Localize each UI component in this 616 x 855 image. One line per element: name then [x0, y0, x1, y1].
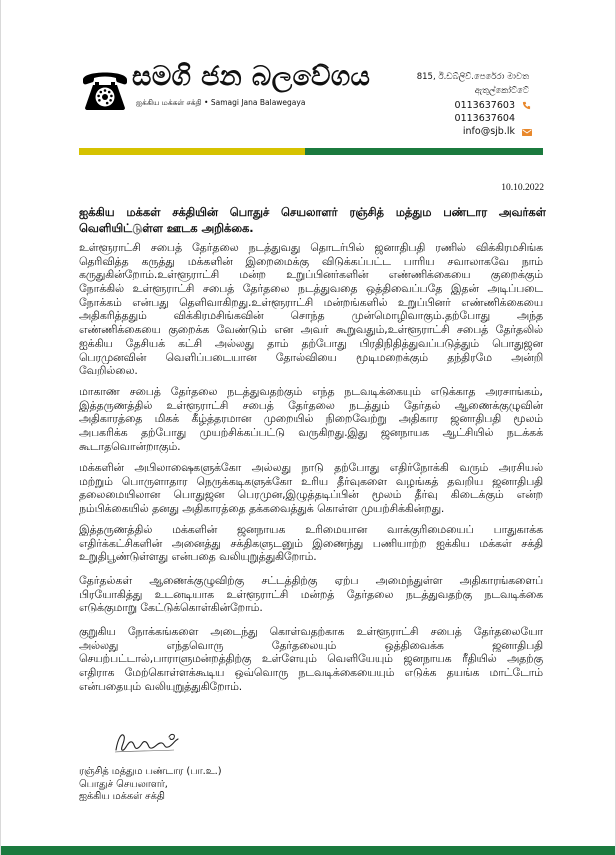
- paragraph-line: தேர்தல்கள் ஆணைக்குழுவிற்கு சட்டத்திற்கு ஏற்ப அமைந்துள்ள அதிகாரங்களைப்: [79, 574, 543, 587]
- email-address: info@sjb.lk: [462, 126, 515, 137]
- paragraph-line: எண்ணிக்கையை குறைக்க வேண்டும் என அவர் கூறுவதும்,உள்ளூராட்சி சபைத் தேர்தலில்: [79, 323, 543, 337]
- signatory-name: ரஞ்சித் மத்தும பண்டார (பா.உ.): [79, 766, 222, 777]
- paragraph-line: நம்பிக்கையில் தனது அதிகாரத்தை தக்கவைத்துக் கொள்ள முயற்சிக்கின்றது.: [79, 502, 445, 516]
- paragraph: [79, 241, 543, 378]
- paragraph-line: ஐக்கிய தேசியக் கட்சி அல்லது தாம் தற்போது பிரதிநிதித்துவப்படுத்தும் பொதுஜன: [79, 336, 543, 350]
- paragraph-line: பிரயோகித்து உடனடியாக உள்ளூராட்சி மன்றத் தேர்தலை நடத்துவதற்கு நடவடிக்கை: [79, 587, 543, 601]
- paragraph-line: அபகரிக்க தற்போது முயற்சிக்கப்பட்டு வருகிறது.இது ஜனநாயக ஆட்சியில் நடக்கக்: [79, 426, 543, 440]
- paragraph-line: குறுகிய நோக்கங்களை அடைந்து கொள்வதற்காக உள்ளூராட்சி சபைத் தேர்தலையோ: [79, 625, 543, 638]
- paragraph-line: நோக்கில் உள்ளூராட்சி சபைத் தேர்தலை நடத்துவதை ஒத்திவைப்பதே இதன் அடிப்படை: [79, 282, 543, 296]
- paragraph-line: செயற்பட்டால்,பாராளுமன்றத்திற்கு உள்ளேயும் வெளியேயும் ஜனநாயக ரீதியில் அதற்கு: [79, 652, 543, 666]
- org-tagline: ஐக்கிய மக்கள் சக்தி • Samagi Jana Balawegaya: [136, 98, 306, 107]
- brand-color-bar: [79, 148, 543, 155]
- paragraph-line: மற்றும் பொருளாதார நெருக்கடிகளுக்கோ உரிய தீர்வுகளை வழங்கத் தவறிய ஜனாதிபதி: [79, 474, 543, 488]
- paragraph-line: எதிராக மேற்கொள்ளக்கூடிய ஒவ்வொரு நடவடிக்கையையும் எடுக்க தயங்க மாட்டோம்: [79, 666, 543, 680]
- paragraph-line: அதிகரித்ததும் விக்கிரமசிங்கவின் சொந்த முன்மொழிவாகும்.தற்போது அந்த: [79, 309, 543, 323]
- signatory-block: [79, 766, 379, 804]
- paragraph-line: அதிகாரத்தை மிகக் கீழ்த்தரமான முறையில் நிறைவேற்று அதிகார ஜனாதிபதி மூலம்: [79, 412, 543, 426]
- paragraph: [79, 523, 543, 564]
- address-line: 815, ඊ.ඩබ්ලිව්.පෙරේරා මාවත: [416, 72, 529, 82]
- org-name: සමගි ජන බලවේගය: [132, 61, 371, 92]
- footer-bar: [1, 846, 616, 855]
- letter-date: 10.10.2022: [501, 183, 544, 193]
- phone-icon: [522, 101, 531, 110]
- paragraph-line: என்பதையும் வலியுறுத்துகிறோம்.: [79, 679, 243, 693]
- rotary-telephone-icon: [80, 65, 130, 111]
- paragraph-line: அல்லது எந்தவொரு தேர்தலையும் ஒத்திவைக்க ஜனாதிபதி: [79, 638, 543, 652]
- paragraph-line: உறுதிபூண்டுள்ளது என்பதை வலியுறுத்துகிறோம்.: [79, 550, 317, 564]
- phone-number: 0113637603: [454, 100, 515, 111]
- envelope-icon: [522, 129, 532, 136]
- paragraph: [79, 461, 543, 516]
- paragraph-line: நோக்கம் என்பது தெளிவாகிறது.உள்ளூராட்சி மன்றங்களில் உறுப்பினர் எண்ணிக்கையை: [79, 295, 543, 309]
- signatory-position: பொதுச் செயலாளர்,: [79, 778, 168, 790]
- title-line: வெளியிட்டுள்ள ஊடக அறிக்கை.: [79, 221, 254, 235]
- paragraph-line: உள்ளூராட்சி சபைத் தேர்தலை நடத்துவது தொடர்பில் ஜனாதிபதி ரணில் விக்கிரமசிங்க: [79, 241, 543, 254]
- paragraph-line: மாகாண சபைத் தேர்தலை நடத்துவதற்கும் எந்த நடவடிக்கையும் எடுக்காத அரசாங்கம்,: [79, 385, 543, 398]
- paragraph: [79, 625, 543, 693]
- paragraph-line: இத்தருணத்தில் மக்களின் ஜனநாயக உரிமையான வாக்குரிமையைப் பாதுகாக்க: [79, 523, 543, 536]
- paragraph: [79, 385, 543, 453]
- paragraph-line: கூடாதவொன்றாகும்.: [79, 439, 181, 453]
- paragraph-line: தலைமையிலான பொதுஜன பெரமுன,இழுத்தடிப்பின் மூலம் தீர்வு கிடைக்கும் என்ற: [79, 488, 543, 502]
- paragraph-line: வேறில்லை.: [79, 364, 138, 378]
- handwritten-signature-icon: [112, 730, 184, 754]
- paragraph: [79, 574, 543, 615]
- paragraph-line: மக்களின் அபிலாஷைகளுக்கோ அல்லது நாடு தற்போது எதிர்நோக்கி வரும் அரசியல்: [79, 461, 543, 474]
- paragraph-line: தெரிவித்த கருத்து மக்களின் இறைமைக்கு விடுக்கப்பட்ட பாரிய சவாலாகவே நாம்: [79, 254, 543, 268]
- paragraph-line: எடுக்குமாறு கேட்டுக்கொள்கின்றோம்.: [79, 601, 263, 615]
- signatory-organization: ஐக்கிய மக்கள் சக்தி: [79, 791, 165, 802]
- letter-title: [79, 204, 546, 236]
- phone-number: 0113637604: [454, 113, 515, 124]
- title-line: ஐக்கிய மக்கள் சக்தியின் பொதுச் செயலாளர் ரஞ்சித் மத்தும பண்டார அவர்கள்: [79, 205, 546, 219]
- paragraph-line: கருதுகின்றோம்.உள்ளூராட்சி மன்ற உறுப்பினர்களின் எண்ணிக்கையை குறைக்கும்: [79, 268, 543, 282]
- brand-bar-green: [305, 148, 543, 155]
- paragraph-line: பெரமுனவின் வெளிப்படையான தோல்வியை மூடிமறைக்கும் தந்திரமே அன்றி: [79, 350, 543, 364]
- address-line: ඇතුල්කෝට්ටේ: [474, 86, 529, 96]
- paragraph-line: இத்தருணத்தில் உள்ளூராட்சி சபைத் தேர்தலை நடத்தும் தேர்தல் ஆணைக்குழுவின்: [79, 398, 543, 412]
- paragraph-line: எதிர்க்கட்சிகளின் அனைத்து சக்திகளுடனும் இணைந்து பணியாற்ற ஐக்கிய மக்கள் சக்தி: [79, 536, 543, 550]
- brand-bar-yellow: [79, 148, 305, 155]
